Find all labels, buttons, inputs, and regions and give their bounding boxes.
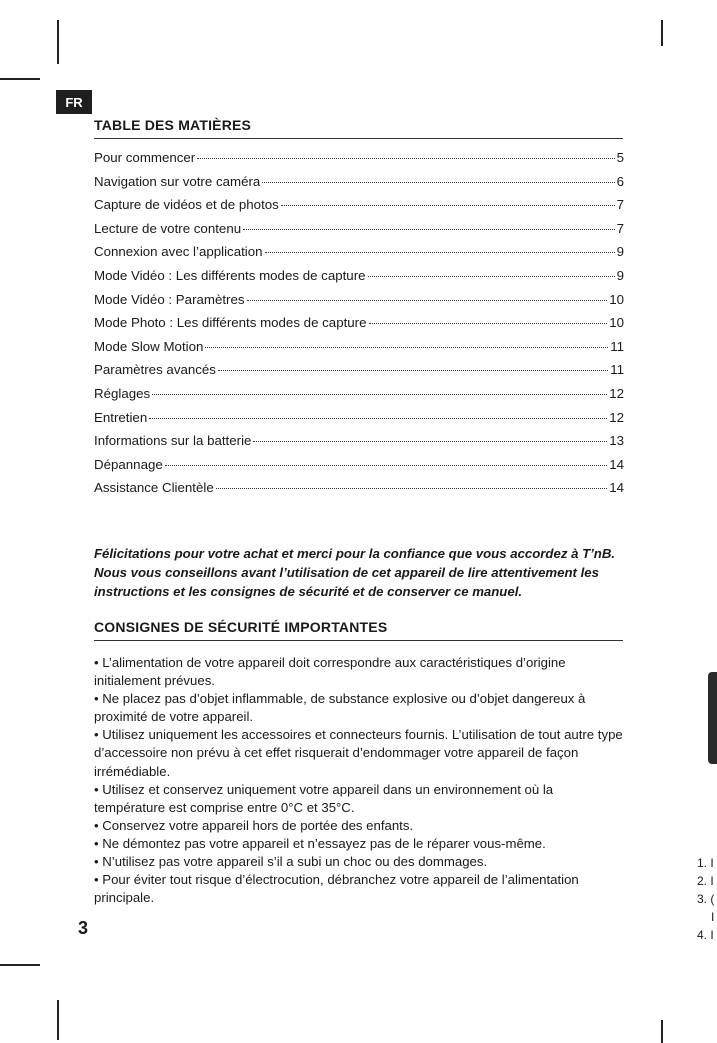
toc-entry[interactable] [94, 244, 624, 268]
toc-entry-label: Mode Photo : Les différents modes de capture [94, 315, 367, 331]
safety-item: • Pour éviter tout risque d’électrocution, débranchez votre appareil de l’alimentation principale. [94, 872, 579, 906]
divider [94, 138, 623, 139]
safety-list [94, 654, 626, 907]
dot-leader [205, 347, 608, 348]
dot-leader [216, 488, 607, 489]
toc-entry-page: 7 [616, 220, 624, 236]
safety-item: • Conservez votre appareil hors de portée des enfants. [94, 817, 414, 833]
crop-mark [57, 20, 59, 64]
toc-entry[interactable] [94, 315, 624, 339]
toc-entry-label: Entretien [94, 409, 148, 425]
toc-entry[interactable] [94, 362, 624, 386]
toc-entry-page: 11 [610, 338, 624, 354]
toc-entry[interactable] [94, 197, 624, 221]
crop-mark [0, 78, 40, 80]
toc-entry-page: 5 [616, 150, 624, 165]
toc-entry-label: Lecture de votre contenu [94, 220, 242, 236]
page-number: 3 [78, 918, 89, 938]
toc-entry[interactable] [94, 150, 624, 174]
toc-entry[interactable] [94, 221, 624, 245]
toc-entry[interactable] [94, 386, 624, 410]
toc-entry-page: 12 [609, 409, 624, 425]
toc-entry[interactable] [94, 292, 624, 316]
dot-leader [149, 418, 607, 419]
divider [94, 640, 623, 641]
toc-entry-page: 13 [609, 433, 624, 449]
toc-entry-label: Capture de vidéos et de photos [94, 197, 279, 213]
crop-mark [57, 1000, 59, 1040]
toc-entry-label: Mode Vidéo : Paramètres [94, 291, 245, 307]
toc-entry[interactable] [94, 457, 624, 481]
dot-leader [253, 441, 607, 442]
dot-leader [369, 323, 608, 324]
toc-entry-label: Pour commencer [94, 150, 196, 165]
toc-entry-page: 9 [616, 244, 624, 260]
toc-entry-page: 11 [610, 362, 624, 378]
dot-leader [281, 205, 615, 206]
safety-item: • Ne démontez pas votre appareil et n’essayez pas de le réparer vous-même. [94, 835, 546, 851]
next-page-tab [708, 672, 717, 764]
toc-entry-label: Mode Vidéo : Les différents modes de capture [94, 267, 366, 283]
toc-entry-page: 10 [609, 291, 624, 307]
toc-entry-page: 12 [609, 385, 624, 401]
toc-entry[interactable] [94, 268, 624, 292]
dot-leader [218, 370, 608, 371]
toc-entry-page: 14 [609, 480, 624, 496]
toc-entry-label: Connexion avec l’application [94, 244, 263, 260]
dot-leader [247, 300, 608, 301]
toc-entry[interactable] [94, 174, 624, 198]
safety-item: • Ne placez pas d’objet inflammable, de substance explosive ou d’objet dangereux à proximité de votre appareil. [94, 691, 586, 725]
toc-entry-page: 7 [616, 197, 624, 213]
dot-leader [165, 465, 607, 466]
safety-item: • Utilisez et conservez uniquement votre appareil dans un environnement où la température est comprise entre 0°C et 35°C. [94, 781, 554, 815]
table-of-contents [94, 150, 624, 504]
next-page-list-item: 1. I [697, 856, 714, 870]
toc-entry-page: 9 [616, 267, 624, 283]
dot-leader [197, 158, 614, 159]
toc-entry-label: Dépannage [94, 456, 163, 472]
dot-leader [368, 276, 615, 277]
toc-entry[interactable] [94, 480, 624, 504]
dot-leader [243, 229, 614, 230]
dot-leader [265, 252, 615, 253]
safety-item: • Utilisez uniquement les accessoires et connecteurs fournis. L’utilisation de tout autre type d’accessoire non prévu à cet effet risquerait d’endommager votre appareil de façon irrémédiable. [94, 727, 623, 779]
next-page-list-item: 4. I [697, 928, 714, 942]
toc-entry-page: 14 [609, 456, 624, 472]
toc-entry-label: Informations sur la batterie [94, 433, 252, 449]
next-page-list-item: I [711, 910, 715, 924]
dot-leader [262, 182, 614, 183]
toc-entry[interactable] [94, 339, 624, 363]
toc-entry-label: Navigation sur votre caméra [94, 173, 261, 189]
next-page-list-item: 3. ( [697, 892, 715, 906]
dot-leader [152, 394, 607, 395]
safety-item: • N’utilisez pas votre appareil s’il a subi un choc ou des dommages. [94, 854, 488, 870]
toc-entry-label: Paramètres avancés [94, 362, 216, 378]
toc-entry[interactable] [94, 410, 624, 434]
safety-item: • L’alimentation de votre appareil doit correspondre aux caractéristiques d’origine initialement prévues. [94, 655, 566, 689]
toc-entry-page: 10 [609, 315, 624, 331]
next-page-list [697, 854, 717, 944]
toc-entry-page: 6 [616, 173, 624, 189]
toc-title: TABLE DES MATIÈRES [94, 117, 252, 133]
safety-title: CONSIGNES DE SÉCURITÉ IMPORTANTES [94, 619, 388, 635]
crop-mark [661, 20, 663, 46]
intro-paragraph: Félicitations pour votre achat et merci pour la confiance que vous accordez à T’nB. Nous vous conseillons avant l’utilisation de cet appareil de lire attentivement les instructions et les consignes de sécurité et de conserver ce manuel. [94, 546, 616, 599]
toc-entry-label: Assistance Clientèle [94, 480, 214, 496]
crop-mark [0, 964, 40, 966]
next-page-list-item: 2. I [697, 874, 714, 888]
toc-entry-label: Mode Slow Motion [94, 338, 204, 354]
language-tab: FR [56, 90, 92, 114]
crop-mark [661, 1020, 663, 1043]
toc-entry-label: Réglages [94, 385, 151, 401]
toc-entry[interactable] [94, 433, 624, 457]
